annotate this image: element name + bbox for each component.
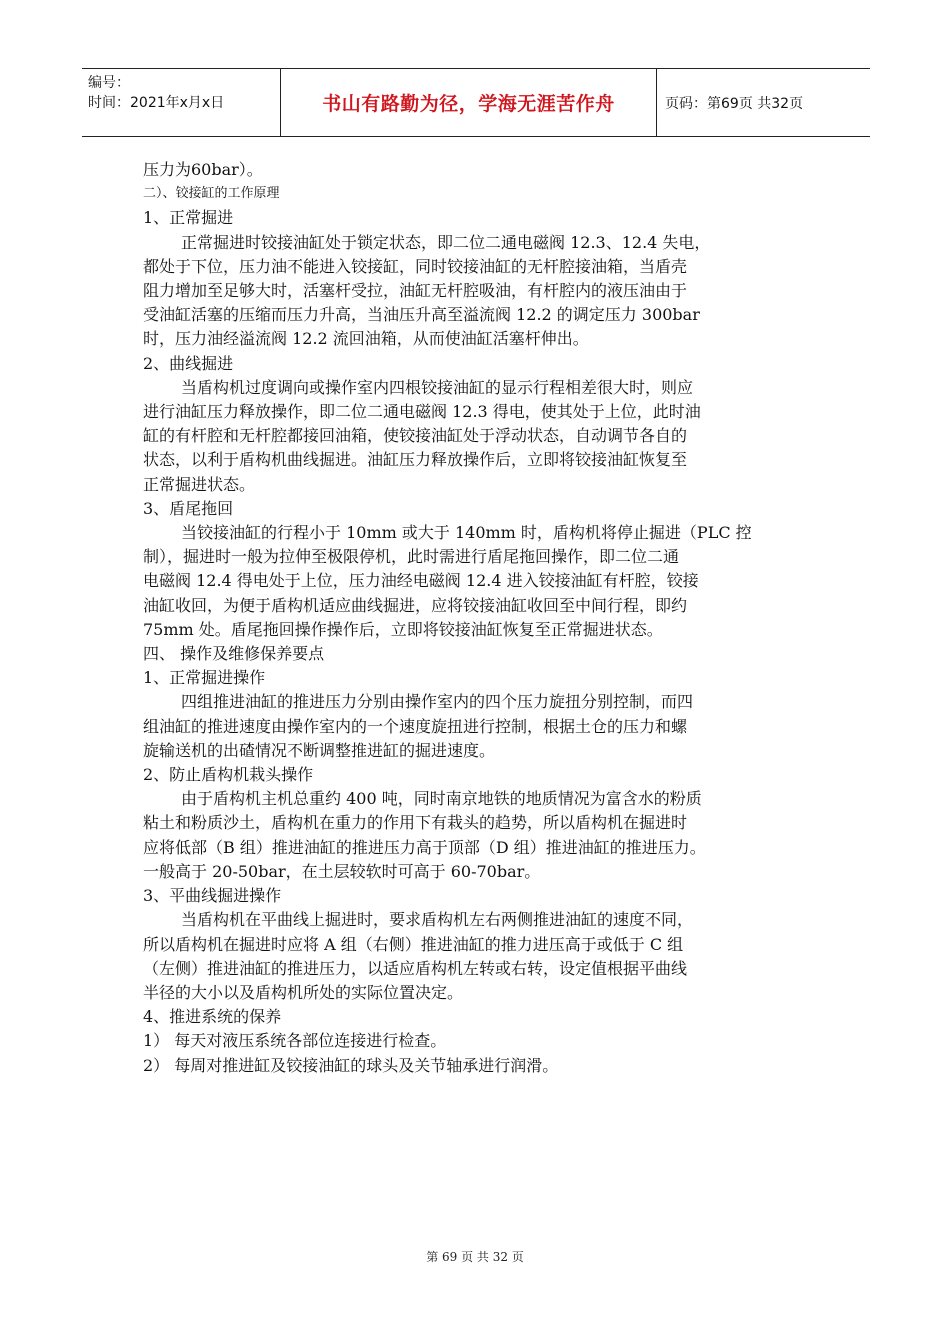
text-line: 都处于下位，压力油不能进入铰接缸，同时铰接油缸的无杆腔接油箱，当盾壳 xyxy=(143,256,688,276)
text-line: 压力为60bar）。 xyxy=(143,160,263,179)
page-label: 页码：第69页 共32页 xyxy=(665,95,804,112)
document-body xyxy=(143,158,813,1078)
text-line: 进行油缸压力释放操作，即二位二通电磁阀 12.3 得电，使其处于上位，此时油 xyxy=(143,402,701,422)
text-line: 3、平曲线掘进操作 xyxy=(143,886,282,906)
text-line: 组油缸的推进速度由操作室内的一个速度旋扭进行控制，根据土仓的压力和螺 xyxy=(143,716,688,736)
text-line: 正常掘进状态。 xyxy=(143,474,256,494)
text-line: 2） 每周对推进缸及铰接油缸的球头及关节轴承进行润滑。 xyxy=(143,1055,559,1075)
text-line: 油缸收回，为便于盾构机适应曲线掘进，应将铰接油缸收回至中间行程，即约 xyxy=(143,595,688,615)
text-line: （左侧）推进油缸的推进压力，以适应盾构机左转或右转，设定值根据平曲线 xyxy=(143,958,688,978)
text-line: 所以盾构机在掘进时应将 A 组（右侧）推进油缸的推力进压高于或低于 C 组 xyxy=(143,934,684,954)
text-line: 2、防止盾构机栽头操作 xyxy=(143,765,314,785)
text-line: 1） 每天对液压系统各部位连接进行检查。 xyxy=(143,1031,447,1051)
text-line: 4、推进系统的保养 xyxy=(143,1007,282,1027)
text-line: 1、正常掘进操作 xyxy=(143,668,266,688)
text-line: 当铰接油缸的行程小于 10mm 或大于 140mm 时，盾构机将停止掘进（PLC 控 xyxy=(181,523,752,543)
text-line: 1、正常掘进 xyxy=(143,208,234,228)
header-table xyxy=(82,68,870,137)
text-line: 时，压力油经溢流阀 12.2 流回油箱，从而使油缸活塞杆伸出。 xyxy=(143,329,589,349)
text-line: 当盾构机过度调向或操作室内四根铰接油缸的显示行程相差很大时，则应 xyxy=(181,377,694,397)
text-line: 四组推进油缸的推进压力分别由操作室内的四个压力旋扭分别控制，而四 xyxy=(181,692,694,712)
text-line: 3、盾尾拖回 xyxy=(143,498,234,518)
text-line: 电磁阀 12.4 得电处于上位，压力油经电磁阀 12.4 进入铰接油缸有杆腔，铰接 xyxy=(143,571,699,591)
text-line: 当盾构机在平曲线上掘进时，要求盾构机左右两侧推进油缸的速度不同， xyxy=(181,910,694,930)
text-line: 旋输送机的出碴情况不断调整推进缸的掘进速度。 xyxy=(143,740,496,760)
page-footer: 第 69 页 共 32 页 xyxy=(426,1250,524,1264)
number-label: 编号： xyxy=(88,75,130,91)
text-line: 75mm 处。盾尾拖回操作操作后，立即将铰接油缸恢复至正常掘进状态。 xyxy=(143,619,663,639)
text-line: 缸的有杆腔和无杆腔都接回油箱，使铰接油缸处于浮动状态，自动调节各自的 xyxy=(143,426,688,446)
text-line: 阻力增加至足够大时，活塞杆受拉，油缸无杆腔吸油，有杆腔内的液压油由于 xyxy=(143,281,688,301)
text-line: 一般高于 20-50bar，在土层较软时可高于 60-70bar。 xyxy=(143,861,541,881)
text-line: 正常掘进时铰接油缸处于锁定状态，即二位二通电磁阀 12.3、12.4 失电， xyxy=(181,232,711,252)
text-line: 二）、铰接缸的工作原理 xyxy=(143,186,280,202)
text-line: 应将低部（B 组）推进油缸的推进压力高于顶部（D 组）推进油缸的推进压力。 xyxy=(143,837,706,857)
text-line: 状态，以利于盾构机曲线掘进。油缸压力释放操作后，立即将铰接油缸恢复至 xyxy=(143,450,688,470)
text-line: 半径的大小以及盾构机所处的实际位置决定。 xyxy=(143,982,464,1002)
text-line: 粘土和粉质沙土，盾构机在重力的作用下有栽头的趋势，所以盾构机在掘进时 xyxy=(143,813,688,833)
date-label: 时间：2021年x月x日 xyxy=(88,95,225,111)
text-line: 四、 操作及维修保养要点 xyxy=(143,644,325,664)
text-line: 制），掘进时一般为拉伸至极限停机，此时需进行盾尾拖回操作，即二位二通 xyxy=(143,547,680,567)
motto: 书山有路勤为径，学海无涯苦作舟 xyxy=(281,69,657,136)
header-meta xyxy=(82,69,281,136)
text-line: 2、曲线掘进 xyxy=(143,353,234,373)
text-line: 由于盾构机主机总重约 400 吨，同时南京地铁的地质情况为富含水的粉质 xyxy=(181,789,702,809)
text-line: 受油缸活塞的压缩而压力升高，当油压升高至溢流阀 12.2 的调定压力 300bar xyxy=(143,305,700,325)
